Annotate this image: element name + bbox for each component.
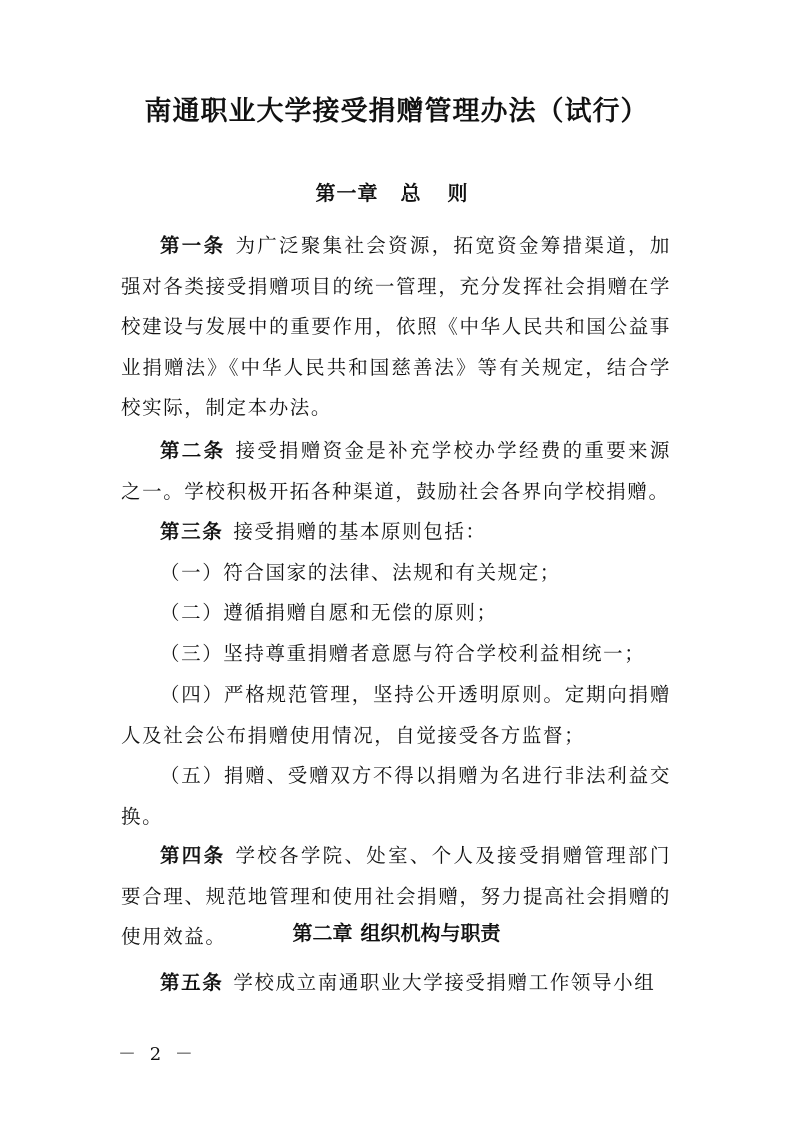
article-5 — [121, 963, 671, 1004]
chapter-2-title: 组织机构与职责 — [360, 921, 501, 945]
chapter-2-heading — [0, 918, 793, 948]
article-3-label: 第三条 — [160, 520, 224, 543]
chapter-1-number: 第一章 — [315, 181, 379, 205]
page-number: － 2 － — [118, 1044, 197, 1065]
principle-item-5: （五）捐赠、受赠双方不得以捐赠为名进行非法利益交换。 — [121, 764, 671, 828]
article-5-text: 学校成立南通职业大学接受捐赠工作领导小组 — [233, 971, 656, 994]
chapter-1-title: 总 则 — [400, 181, 478, 205]
article-3-text: 接受捐赠的基本原则包括： — [233, 520, 487, 543]
document-title: 南通职业大学接受捐赠管理办法（试行） — [144, 96, 649, 127]
principle-item-2: （二）遵循捐赠自愿和无偿的原则； — [160, 601, 498, 624]
principle-item-1: （一）符合国家的法律、法规和有关规定； — [160, 561, 561, 584]
article-2 — [121, 431, 671, 512]
chapter-1-heading — [0, 178, 793, 208]
principle-item-3: （三）坚持尊重捐赠者意愿与符合学校利益相统一； — [160, 642, 646, 665]
chapter-2-number: 第二章 — [292, 921, 353, 945]
article-1-text: 为广泛聚集社会资源，拓宽资金筹措渠道，加强对各类接受捐赠项目的统一管理，充分发挥社会捐赠在学校建设与发展中的重要作用，依照《中华人民共和国公益事业捐赠法》《中华人民共和国慈善法》等有关规定，结合学校实际，制定本办法。 — [121, 234, 671, 419]
article-4-text: 学校各学院、处室、个人及接受捐赠管理部门要合理、规范地管理和使用社会捐赠，努力提高社会捐赠的使用效益。 — [121, 844, 671, 948]
article-2-label: 第二条 — [160, 439, 226, 462]
article-1 — [121, 226, 671, 429]
article-2-text: 接受捐赠资金是补充学校办学经费的重要来源之一。学校积极开拓各种渠道，鼓励社会各界向学校捐赠。 — [121, 439, 671, 503]
article-4-label: 第四条 — [160, 844, 226, 867]
article-3 — [121, 512, 671, 553]
article-1-label: 第一条 — [160, 234, 226, 257]
principle-item-4: （四）严格规范管理，坚持公开透明原则。定期向捐赠人及社会公布捐赠使用情况，自觉接受各方监督； — [121, 683, 671, 747]
article-5-label: 第五条 — [160, 971, 224, 994]
